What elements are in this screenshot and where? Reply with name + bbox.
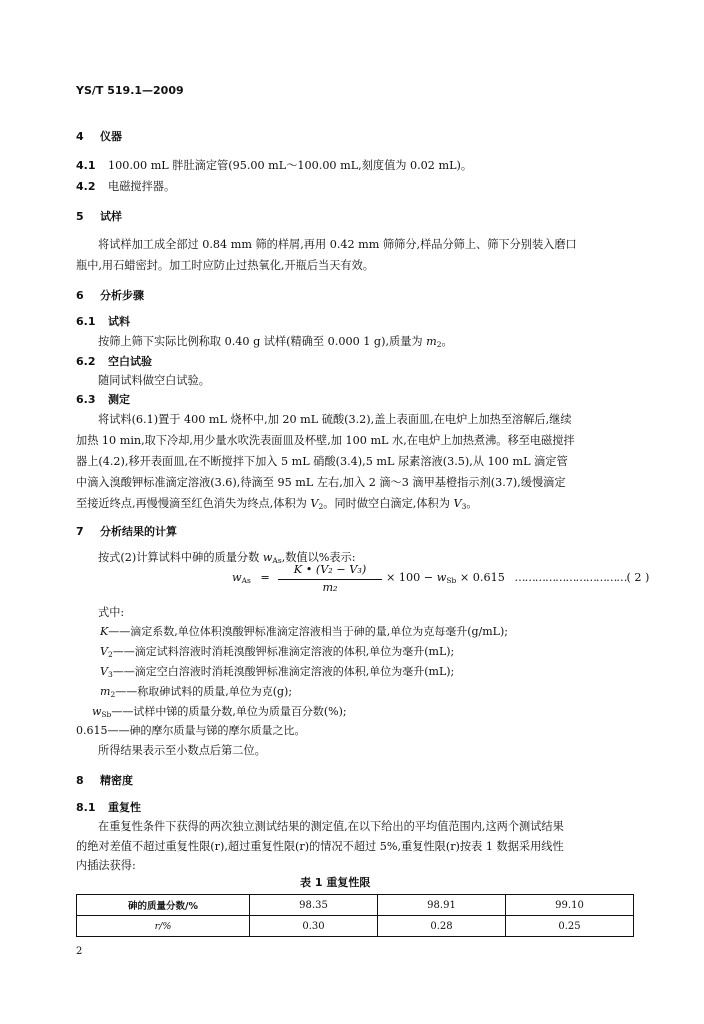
symbol: w xyxy=(92,705,102,718)
subsection-6-1-heading xyxy=(76,313,130,329)
dash: —— xyxy=(115,685,138,698)
section-number: 8 xyxy=(76,774,84,787)
table-cell: 0.28 xyxy=(378,916,506,937)
symbol: V xyxy=(100,645,108,658)
item-text: 100.00 mL 胖肚滴定管(95.00 mL～100.00 mL,刻度值为 0.02 mL)。 xyxy=(108,159,473,172)
paragraph-line: 在重复性条件下获得的两次独立测试结果的测定值,在以下给出的平均值范围内,这两个测试结果 xyxy=(98,820,564,833)
section-title: 分析步骤 xyxy=(100,289,144,302)
equation-number: ( 2 ) xyxy=(626,571,650,584)
table-cell: 0.25 xyxy=(506,916,634,937)
symbol: m xyxy=(426,335,437,348)
subsection-number: 6.3 xyxy=(76,393,96,406)
table-cell: 0.30 xyxy=(250,916,378,937)
paragraph-line: 器上(4.2),移开表面皿,在不断搅拌下加入 5 mL 硝酸(3.4),5 mL 尿素溶液(3.5),从 100 mL 滴定管 xyxy=(76,455,568,468)
section-title: 试样 xyxy=(100,210,122,223)
equals-sign: = xyxy=(260,571,270,584)
document-header: YS/T 519.1—2009 xyxy=(76,84,184,97)
row-header: r/% xyxy=(77,916,250,937)
paragraph-line: 将试料(6.1)置于 400 mL 烧杯中,加 20 mL 硫酸(3.2),盖上表面皿,在电炉上加热至溶解后,继续 xyxy=(98,413,572,426)
symbol: V xyxy=(453,497,462,510)
item-number: 4.2 xyxy=(76,180,96,193)
dash: —— xyxy=(112,665,135,678)
table-cell: 98.35 xyxy=(250,895,378,916)
subscript: 3 xyxy=(461,502,467,511)
symbol: V xyxy=(310,497,319,510)
subsection-6-2-heading xyxy=(76,353,152,369)
subscript: Sb xyxy=(101,710,112,719)
text-run: × 100 − xyxy=(386,571,437,584)
text-run: × 0.615 xyxy=(456,571,505,584)
definition-text: 滴定系数,单位体积溴酸钾标准滴定溶液相当于砷的量,单位为克每毫升(g/mL); xyxy=(130,625,508,638)
definition-row xyxy=(100,683,292,699)
paragraph-line: 所得结果表示至小数点后第二位。 xyxy=(98,744,266,757)
subscript: As xyxy=(272,556,282,565)
subsection-6-3-heading xyxy=(76,391,130,407)
symbol: w xyxy=(262,551,273,564)
paragraph-line: 中滴入溴酸钾标准滴定溶液(3.6),待滴至 95 mL 左右,加入 2 滴～3 滴甲基橙指示剂(3.7),缓慢滴定 xyxy=(76,476,566,489)
table-cell: 99.10 xyxy=(506,895,634,916)
subsection-number: 6.2 xyxy=(76,355,96,368)
section-title: 分析结果的计算 xyxy=(100,525,177,538)
section-number: 5 xyxy=(76,210,84,223)
symbol: w xyxy=(232,571,242,584)
definition-row xyxy=(92,703,347,719)
text-run: 按式(2)计算试料中砷的质量分数 xyxy=(98,551,263,564)
paragraph-line: 的绝对差值不超过重复性限(r),超过重复性限(r)的情况不超过 5%,重复性限(r)按表 1 数据采用线性 xyxy=(76,840,564,853)
equation-tail xyxy=(386,571,649,585)
section-4-heading xyxy=(76,128,122,144)
table-row xyxy=(77,895,634,916)
item-4-1 xyxy=(76,157,472,173)
subsection-title: 试料 xyxy=(108,315,130,328)
symbol: V xyxy=(100,665,108,678)
definition-text: 砷的摩尔质量与锑的摩尔质量之比。 xyxy=(129,724,306,737)
definition-text: 滴定空白溶液时消耗溴酸钾标准滴定溶液的体积,单位为毫升(mL); xyxy=(134,665,455,678)
subscript: 2 xyxy=(318,502,324,511)
section-number: 6 xyxy=(76,289,84,302)
subscript: 2 xyxy=(107,650,113,659)
paragraph-line xyxy=(76,495,478,511)
subsection-title: 重复性 xyxy=(108,801,141,814)
subscript: Sb xyxy=(446,576,457,585)
equation-2 xyxy=(232,562,650,598)
table-row xyxy=(77,916,634,937)
dash: —— xyxy=(107,724,130,737)
definition-text: 滴定试料溶液时消耗溴酸钾标准滴定溶液的体积,单位为毫升(mL); xyxy=(134,645,455,658)
dash: —— xyxy=(108,625,131,638)
section-8-heading xyxy=(76,772,133,788)
fraction-denominator: m₂ xyxy=(322,581,338,594)
paragraph-line: 内插法获得: xyxy=(76,859,136,872)
definition-row xyxy=(100,663,454,679)
section-5-heading xyxy=(76,208,122,224)
item-text: 电磁搅拌器。 xyxy=(108,180,176,193)
page-number: 2 xyxy=(76,946,83,957)
text-run: 。同时做空白滴定,体积为 xyxy=(323,497,454,510)
subsection-title: 测定 xyxy=(108,393,130,406)
definition-row xyxy=(100,623,508,639)
section-number: 7 xyxy=(76,525,84,538)
leader-dots: …………………………… xyxy=(514,571,627,584)
definition-text: 试样中锑的质量分数,单位为质量百分数(%); xyxy=(133,705,347,718)
fraction-numerator: K • (V₂ − V₃) xyxy=(278,562,382,580)
paragraph-line: 将试样加工成全部过 0.84 mm 筛的样屑,再用 0.42 mm 筛筛分,样品分筛上、筛下分别装入磨口 xyxy=(98,238,577,251)
subsection-number: 8.1 xyxy=(76,801,96,814)
paragraph-line: 随同试料做空白试验。 xyxy=(98,374,210,387)
table-cell: 98.91 xyxy=(378,895,506,916)
text-run: 至接近终点,再慢慢滴至红色消失为终点,体积为 xyxy=(76,497,311,510)
section-number: 4 xyxy=(76,130,84,143)
text-run: 。 xyxy=(441,335,453,348)
repeatability-table xyxy=(76,894,634,937)
definition-text: 称取砷试料的质量,单位为克(g); xyxy=(137,685,293,698)
symbol: K xyxy=(100,625,109,638)
text-run: 按筛上筛下实际比例称取 0.40 g 试样(精确至 0.000 1 g),质量为 xyxy=(98,335,427,348)
section-title: 仪器 xyxy=(100,130,122,143)
dash: —— xyxy=(112,645,135,658)
subscript: 2 xyxy=(110,690,116,699)
subscript: As xyxy=(241,576,251,585)
equation-lhs xyxy=(232,571,270,585)
text-run: 。 xyxy=(466,497,478,510)
section-title: 精密度 xyxy=(100,774,133,787)
text-run: ,数值以%表示: xyxy=(281,551,356,564)
fraction xyxy=(278,562,382,596)
symbol: w xyxy=(436,571,447,584)
section-6-heading xyxy=(76,287,144,303)
section-7-heading xyxy=(76,523,177,539)
paragraph-line xyxy=(98,333,453,349)
row-header: 砷的质量分数/% xyxy=(77,895,250,916)
definition-row xyxy=(100,643,454,659)
subscript: 2 xyxy=(436,340,442,349)
subsection-number: 6.1 xyxy=(76,315,96,328)
where-label: 式中: xyxy=(98,606,125,619)
subsection-title: 空白试验 xyxy=(108,355,152,368)
definition-row xyxy=(76,722,306,738)
dash: —— xyxy=(111,705,134,718)
symbol: 0.615 xyxy=(76,724,108,737)
paragraph-line: 瓶中,用石蜡密封。加工时应防止过热氧化,开瓶后当天有效。 xyxy=(76,259,374,272)
table-caption: 表 1 重复性限 xyxy=(300,876,371,889)
subscript: 3 xyxy=(107,670,113,679)
paragraph-line: 加热 10 min,取下冷却,用少量水吹洗表面皿及杯壁,加 100 mL 水,在电炉上加热煮沸。移至电磁搅拌 xyxy=(76,434,575,447)
item-4-2 xyxy=(76,178,175,194)
item-number: 4.1 xyxy=(76,159,96,172)
subsection-8-1-heading xyxy=(76,799,141,815)
symbol: m xyxy=(100,685,111,698)
